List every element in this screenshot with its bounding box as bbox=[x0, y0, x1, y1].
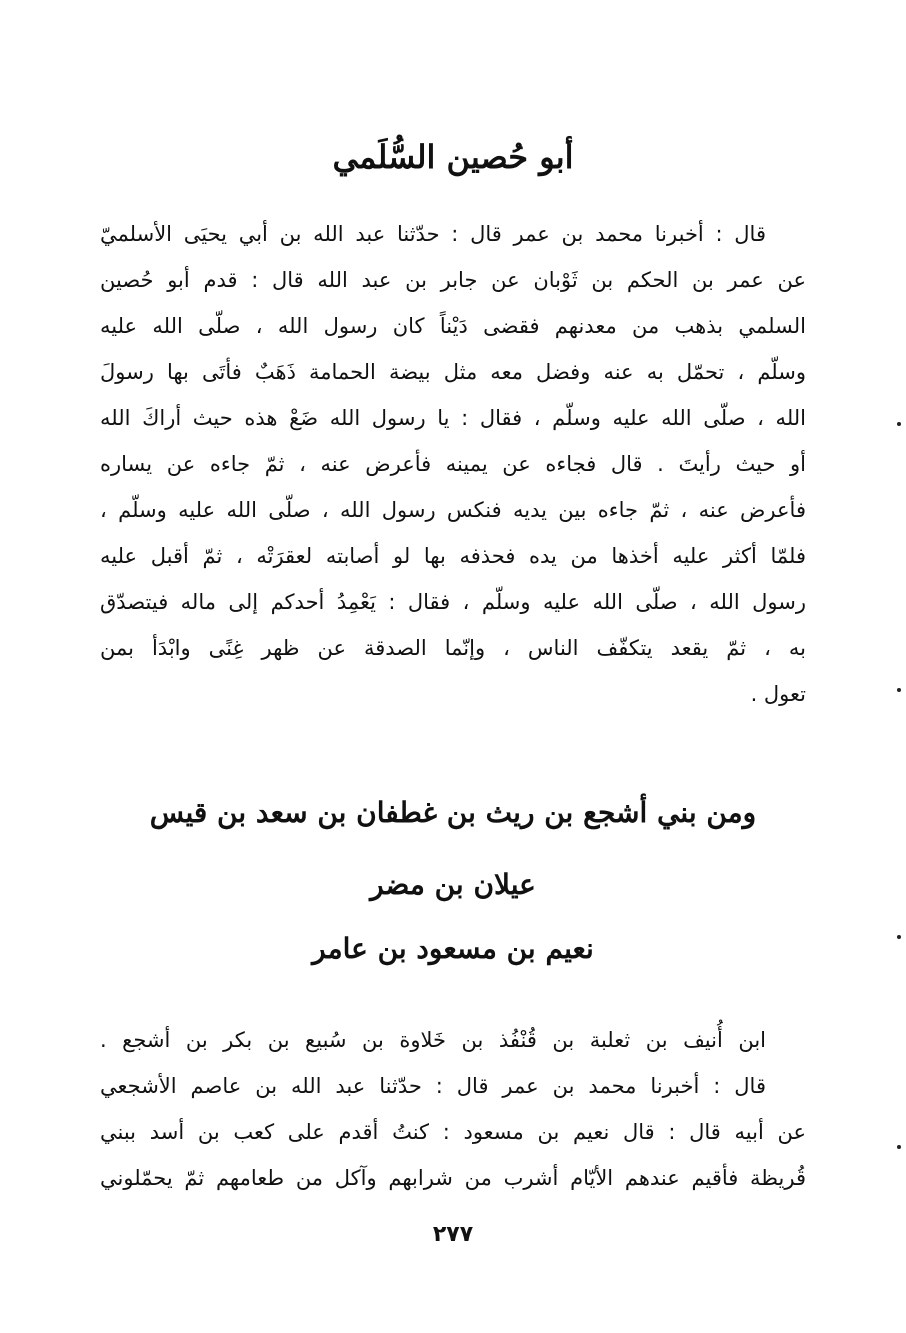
body-line-11: تعول . bbox=[750, 682, 806, 706]
section-heading-line2: عيلان بن مضر bbox=[370, 868, 536, 901]
body2-line-1: ابن أُنيف بن ثعلبة بن قُنْفُذ بن خَلاوة بن سُبيع بن بكر بن أشجع . bbox=[100, 1028, 766, 1052]
scan-speck bbox=[897, 422, 901, 426]
scan-speck bbox=[897, 1145, 901, 1149]
scan-speck bbox=[897, 688, 901, 692]
body-line-2: عن عمر بن الحكم بن ثَوْبان عن جابر بن عبد الله قال : قدم أبو حُصين bbox=[100, 268, 806, 292]
body-line-4: وسلّم ، تحمّل به عنه وفضل معه مثل بيضة الحمامة ذَهَبٌ فأتَى بها رسولَ bbox=[100, 360, 806, 384]
body2-line-4: قُريظة فأقيم عندهم الأيّام أشرب من شرابهم وآكل من طعامهم ثمّ يحمّلوني bbox=[100, 1166, 806, 1190]
body-line-5: الله ، صلّى الله عليه وسلّم ، فقال : يا رسول الله ضَعْ هذه حيث أراكَ الله bbox=[100, 406, 806, 430]
body-line-7: فأعرض عنه ، ثمّ جاءه بين يديه فنكس رسول الله ، صلّى الله عليه وسلّم ، bbox=[100, 498, 806, 522]
body-line-8: فلمّا أكثر عليه أخذها من يده فحذفه بها لو أصابته لعقرَتْه ، ثمّ أقبل عليه bbox=[100, 544, 806, 568]
body2-line-3: عن أبيه قال : قال نعيم بن مسعود : كنتُ أقدم على كعب بن أسد ببني bbox=[100, 1120, 806, 1144]
section-heading-line1: ومن بني أشجع بن ريث بن غطفان بن سعد بن قيس bbox=[149, 796, 757, 829]
body-line-10: به ، ثمّ يقعد يتكفّف الناس ، وإنّما الصدقة عن ظهر غِنًى وابْدَأ بمن bbox=[100, 636, 806, 660]
body-line-9: رسول الله ، صلّى الله عليه وسلّم ، فقال : يَعْمِدُ أحدكم إلى ماله فيتصدّق bbox=[100, 590, 806, 614]
scan-speck bbox=[897, 935, 901, 939]
body2-line-2: قال : أخبرنا محمد بن عمر قال : حدّثنا عبد الله بن عاصم الأشجعي bbox=[100, 1074, 766, 1098]
page-number: ٢٧٧ bbox=[432, 1222, 474, 1247]
section-title: أبو حُصين السُّلَمي bbox=[332, 138, 574, 176]
body-line-1: قال : أخبرنا محمد بن عمر قال : حدّثنا عبد الله بن أبي يحيَى الأسلميّ bbox=[100, 222, 766, 246]
body-line-6: أو حيث رأيتَ . قال فجاءه عن يمينه فأعرض عنه ، ثمّ جاءه عن يساره bbox=[100, 452, 806, 476]
section-heading-line3: نعيم بن مسعود بن عامر bbox=[312, 932, 594, 965]
body-line-3: السلمي بذهب من معدنهم فقضى دَيْناً كان رسول الله ، صلّى الله عليه bbox=[100, 314, 806, 338]
